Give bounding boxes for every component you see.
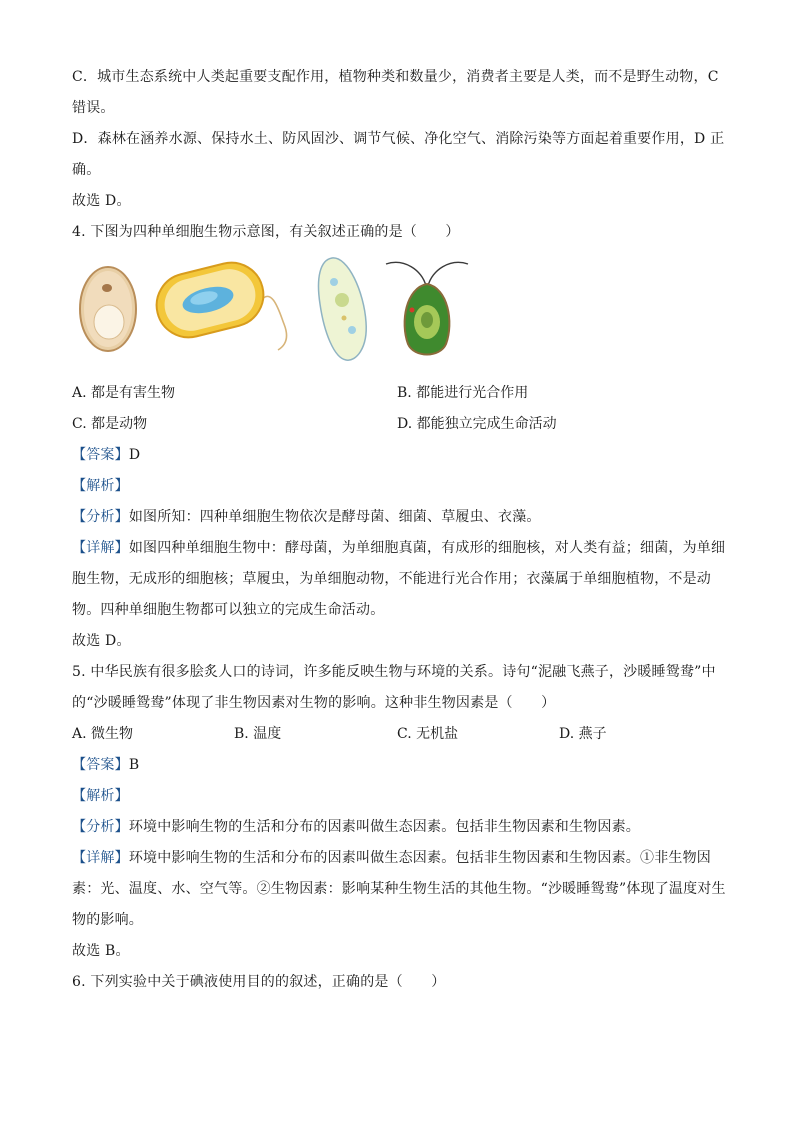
q4-option-a[interactable]: A. 都是有害生物 xyxy=(72,385,176,401)
paramecium-illustration xyxy=(312,252,372,364)
q5-xiangjie-line1 xyxy=(72,843,722,874)
xiangjie-text: 环境中影响生物的生活和分布的因素叫做生态因素。包括非生物因素和生物因素。①非生物因 xyxy=(128,850,712,866)
q5-choose: 故选 B。 xyxy=(72,943,130,959)
q3-option-c-line2: 错误。 xyxy=(72,100,115,116)
analysis-tag: 【解析】 xyxy=(72,788,129,804)
q3-option-d-line2: 确。 xyxy=(72,162,101,178)
answer-tag: 【答案】 xyxy=(72,447,129,463)
q5-answer xyxy=(72,750,722,781)
q4-option-d[interactable]: D. 都能独立完成生命活动 xyxy=(397,416,557,432)
exam-page xyxy=(72,62,726,998)
q4-xiangjie-line2: 胞生物，无成形的细胞核；草履虫，为单细胞动物，不能进行光合作用；衣藻属于单细胞植物，不是动 xyxy=(72,571,711,587)
q5-fenxi xyxy=(72,812,722,843)
q5-option-d[interactable]: D. 燕子 xyxy=(559,726,607,742)
fenxi-tag: 【分析】 xyxy=(72,819,129,835)
q4-options-row2 xyxy=(72,409,722,440)
fenxi-text: 环境中影响生物的生活和分布的因素叫做生态因素。包括非生物因素和生物因素。 xyxy=(128,819,641,835)
q5-xiangjie-line2: 素：光、温度、水、空气等。②生物因素：影响某种生物生活的其他生物。“沙暖睡鸳鸯”体现了温度对生 xyxy=(72,881,726,897)
xiangjie-tag: 【详解】 xyxy=(72,850,129,866)
q4-answer xyxy=(72,440,722,471)
bacterium-illustration xyxy=(152,254,292,354)
q4-xiangjie-line3: 物。四种单细胞生物都可以独立的完成生命活动。 xyxy=(72,602,385,618)
q3-choose: 故选 D。 xyxy=(72,193,131,209)
q5-stem-line1: 5. 中华民族有很多脍炙人口的诗词，许多能反映生物与环境的关系。诗句“泥融飞燕子，沙暖睡鸳鸯”中 xyxy=(72,664,716,680)
q3-option-c-line1: C．城市生态系统中人类起重要支配作用，植物种类和数量少，消费者主要是人类，而不是野生动物，C xyxy=(72,69,719,85)
answer-tag: 【答案】 xyxy=(72,757,129,773)
q4-fenxi xyxy=(72,502,722,533)
q4-options-row1 xyxy=(72,378,722,409)
q5-xiangjie-line3: 物的影响。 xyxy=(72,912,143,928)
analysis-tag: 【解析】 xyxy=(72,478,129,494)
q5-option-a[interactable]: A. 微生物 xyxy=(72,726,134,742)
q4-option-c[interactable]: C. 都是动物 xyxy=(72,416,148,432)
xiangjie-tag: 【详解】 xyxy=(72,540,129,556)
answer-value: D xyxy=(128,447,141,463)
yeast-illustration xyxy=(78,264,138,354)
q6-stem: 6. 下列实验中关于碘液使用目的的叙述，正确的是（ ） xyxy=(72,974,446,990)
fenxi-tag: 【分析】 xyxy=(72,509,129,525)
q4-figure-single-cell-organisms xyxy=(72,252,722,370)
xiangjie-text: 如图四种单细胞生物中：酵母菌，为单细胞真菌，有成形的细胞核，对人类有益；细菌，为单细 xyxy=(128,540,726,556)
q4-option-b[interactable]: B. 都能进行光合作用 xyxy=(397,385,529,401)
q3-option-d-line1: D．森林在涵养水源、保持水土、防风固沙、调节气候、净化空气、消除污染等方面起着重要作用，D 正 xyxy=(72,131,725,147)
answer-value: B xyxy=(128,757,140,773)
q4-choose: 故选 D。 xyxy=(72,633,131,649)
q5-option-b[interactable]: B. 温度 xyxy=(234,726,282,742)
q4-analysis-heading xyxy=(72,471,722,502)
q4-xiangjie-line1 xyxy=(72,533,726,564)
fenxi-text: 如图所知：四种单细胞生物依次是酵母菌、细菌、草履虫、衣藻。 xyxy=(128,509,541,525)
chlamydomonas-illustration xyxy=(382,252,472,364)
q5-option-c[interactable]: C. 无机盐 xyxy=(397,726,459,742)
q5-options-row xyxy=(72,719,722,750)
q5-analysis-heading xyxy=(72,781,722,812)
q5-stem-line2: 的“沙暖睡鸳鸯”体现了非生物因素对生物的影响。这种非生物因素是（ ） xyxy=(72,695,556,711)
q4-stem: 4. 下图为四种单细胞生物示意图，有关叙述正确的是（ ） xyxy=(72,224,460,240)
